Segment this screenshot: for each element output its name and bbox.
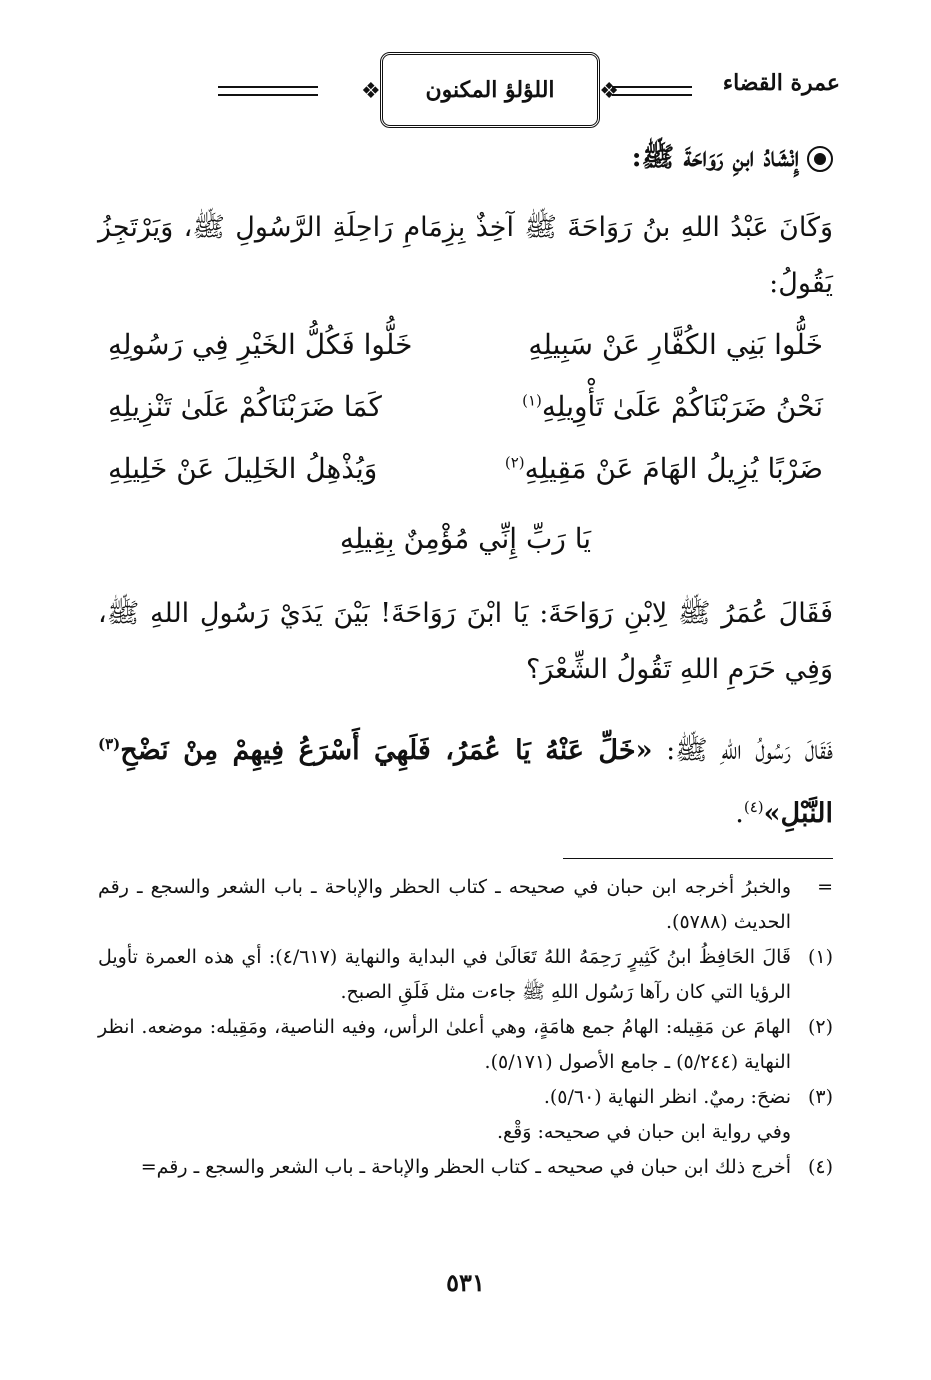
footnote-ref[interactable]: (١) [522,391,542,410]
footnote-number: (٣) [807,1086,833,1108]
footnote-text: نضحَ: رميٌ. انظر النهاية (٥/٦٠). [543,1086,791,1108]
poem-hemistich-right: نَحْنُ ضَرَبْنَاكُمْ عَلَىٰ تَأْوِيلِهِ$^{(١)}$ [522,390,823,423]
book-title-cartouche [361,52,619,128]
footnote-text: وفي رواية ابن حبان في صحيحه: وَقْع. [497,1121,791,1143]
footnote-text: أخرج ذلك ابن حبان في صحيحه ـ كتاب الحظر والإباحة ـ باب الشعر والسجع ـ رقم= [140,1156,791,1178]
header-rule-left [218,86,318,96]
paragraph-3: فَقَالَ رَسُولُ اللهِ ﷺ: «خَلِّ عَنْهُ يَا عُمَرُ، فَلَهِيَ أَسْرَعُ فِيهِمْ مِنْ نَضْحِ$^{(٣)}$ النَّبْلِ»$^{(٤)}$. [98,735,833,829]
footnote-number: (٢) [807,1016,833,1038]
paragraph-2: فَقَالَ عُمَرُ ﷺ لِابْنِ رَوَاحَةَ: يَا ابْنَ رَوَاحَةَ! بَيْنَ يَدَيْ رَسُولِ اللهِ ﷺ، وَفِي حَرَمِ اللهِ تَقُولُ الشِّعْرَ؟ [98,598,833,685]
poem-hemistich-right: ضَرْبًا يُزِيلُ الهَامَ عَنْ مَقِيلِهِ$^{(٢)}$ [504,452,823,485]
page-number: ٥٣١ [446,1268,485,1297]
poem-block [98,328,833,508]
poem-hemistich-left: خَلُّوا فَكُلُّ الخَيْرِ فِي رَسُولِهِ [108,328,413,361]
footnote-ref[interactable]: (٤) [743,798,764,816]
footnote-text: قَالَ الحَافِظُ ابنُ كَثِيرٍ رَحِمَهُ اللهُ تَعَالَىٰ في البداية والنهاية (٤/٦١٧): أي هذه العمرة تأويل الرؤيا التي كان رآها رَسُول اللهِ ﷺ جاءت مثل فَلَقِ الصبح. [98,946,792,1003]
bullet-circle-icon [807,146,833,172]
ornament-icon: ❖ [361,79,381,104]
book-title: اللؤلؤ المكنون [425,77,555,103]
ornament-icon: ❖ [599,79,619,104]
footnotes [98,870,833,1185]
section-heading [632,140,833,180]
poem-line-1 [98,328,833,384]
poem-line-2 [98,390,833,446]
footnote-ref[interactable]: (٢) [504,453,525,472]
footnote [98,1150,833,1185]
footnote [98,870,833,940]
footnote-number: (٤) [807,1156,833,1178]
footnote-text: الهامَ عن مَقِيله: الهامُ جمع هامَةٍ، وهي أعلىٰ الرأس، وفيه الناصية، ومَقِيله: موضعه. انظر النهاية (٥/٢٤٤) ـ جامع الأصول (٥/١٧١). [98,1016,791,1073]
poem-line-3 [98,452,833,508]
footnote [98,1115,833,1150]
footnote-ref[interactable]: (٣) [98,735,121,753]
footnote [98,1010,833,1080]
section-heading-text: إِنْشَادُ ابنِ رَوَاحَةَ ﷺ: [631,142,799,173]
footnote-number: = [817,876,833,898]
paragraph-1: وَكَانَ عَبْدُ اللهِ بنُ رَوَاحَةَ ﷺ آخِذٌ بِزِمَامِ رَاحِلَةِ الرَّسُولِ ﷺ، وَيَرْتَجِزُ يَقُولُ: [98,212,833,299]
poem-final-line: يَا رَبِّ إِنِّي مُؤْمِنٌ بِقِيلِهِ [339,522,592,555]
footnote [98,940,833,1010]
chapter-title: عمرة القضاء [722,70,840,96]
footnote-separator [563,858,833,859]
footnote [98,1080,833,1115]
footnote-number: (١) [807,946,833,968]
header-rule-right [612,86,692,96]
page-header [90,52,840,132]
poem-hemistich-left: وَيُذْهِلُ الخَلِيلَ عَنْ خَلِيلِهِ [108,452,378,485]
prophet-quote: «خَلِّ عَنْهُ يَا عُمَرُ، فَلَهِيَ أَسْرَعُ فِيهِمْ مِنْ نَضْحِ$^{(٣)}$ النَّبْلِ» [98,735,833,829]
poem-hemistich-left: كَمَا ضَرَبْنَاكُمْ عَلَىٰ تَنْزِيلِهِ [108,390,382,423]
footnote-text: والخبرُ أخرجه ابن حبان في صحيحه ـ كتاب الحظر والإباحة ـ باب الشعر والسجع ـ رقم الحديث (٥٧٨٨). [98,876,791,933]
poem-hemistich-right: خَلُّوا بَنِي الكُفَّارِ عَنْ سَبِيلِهِ [528,328,823,361]
